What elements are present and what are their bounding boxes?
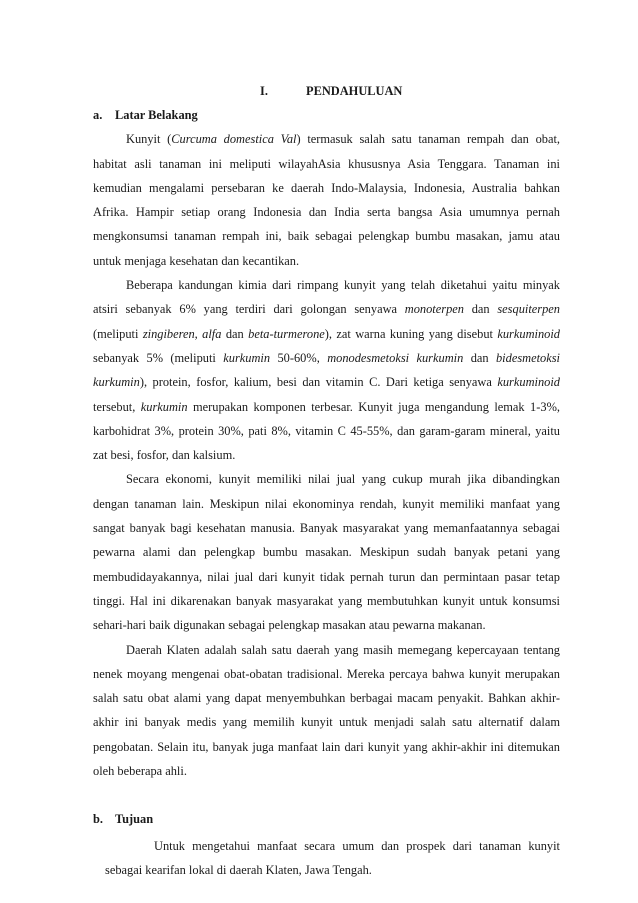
section-title: Latar Belakang: [115, 108, 198, 122]
text-run: merupakan komponen terbesar. Kunyit juga mengandung lemak 1-3%, karbohidrat 3%, protein 30%, pati 8%, vitamin C 45-55%, dan garam-garam mineral, yaitu zat besi, fosfor, dan kalsium.: [93, 399, 560, 463]
paragraph-kandungan-kimia: [93, 273, 560, 467]
section-title: Tujuan: [115, 812, 154, 827]
text-run: tersebut,: [93, 399, 141, 414]
italic-term: monoterpen: [404, 302, 464, 317]
section-spacer: [93, 783, 560, 807]
italic-term: beta-turmerone: [248, 326, 325, 341]
text-run: ), zat warna kuning yang disebut: [324, 326, 498, 341]
italic-term: sesquiterpen: [497, 302, 560, 317]
italic-term: kurkumin: [140, 399, 188, 414]
text-run: sebanyak 5% (meliputi: [93, 350, 224, 365]
section-letter: b.: [93, 812, 103, 827]
text-run: Untuk mengetahui manfaat secara umum dan prospek dari tanaman kunyit sebagai kearifan lokal di daerah Klaten, Jawa Tengah.: [105, 838, 560, 877]
text-run: ), protein, fosfor, kalium, besi dan vitamin C. Dari ketiga senyawa: [139, 375, 498, 390]
text-run: Beberapa kandungan kimia dari rimpang kunyit yang telah diketahui yaitu minyak atsiri sebanyak 6% yang terdiri dari golongan senyawa: [93, 278, 560, 317]
section-letter: a.: [93, 108, 103, 122]
italic-term: Curcuma domestica Val: [171, 132, 297, 147]
italic-term: kurkuminoid: [497, 326, 560, 341]
text-run: dan: [221, 326, 249, 341]
paragraph-ekonomi: [93, 467, 560, 637]
text-run: Daerah Klaten adalah salah satu daerah yang masih memegang kepercayaan tentang nenek moyang mengenai obat-obatan tradisional. Mereka percaya bahwa kunyit merupakan salah satu obat alami yang dapat menyembuhkan berbagai macam penyakit. Bahkan akhir-akhir ini banyak medis yang memilih kunyit untuk menjadi salah satu alternatif dalam pengobatan. Selain itu, banyak juga manfaat lain dari kunyit yang akhir-akhir ini ditemukan oleh beberapa ahli.: [93, 642, 560, 779]
text-run: Secara ekonomi, kunyit memiliki nilai jual yang cukup murah jika dibandingkan dengan tanaman lain. Meskipun nilai ekonominya rendah, kunyit memiliki manfaat yang sangat banyak bagi kesehatan manusia. Banyak masyarakat yang memanfaatannya sebagai pewarna alami dan pelengkap bumbu masakan. Meskipun sudah banyak petani yang membudidayakannya, nilai jual dari kunyit tidak pernah turun dan permintaan pasar tetap tinggi. Hal ini dikarenakan banyak masyarakat yang membutuhkan kunyit untuk konsumsi sehari-hari baik digunakan sebagai pelengkap masakan atau pewarna makanan.: [93, 472, 560, 633]
text-run: 50-60%,: [270, 350, 328, 365]
italic-term: kurkumin: [223, 350, 271, 365]
chapter-title: PENDAHULUAN: [306, 84, 403, 98]
paragraph-intro: [93, 127, 560, 273]
text-run: dan: [463, 350, 496, 365]
document-page: [93, 79, 560, 882]
text-run: dan: [463, 302, 498, 317]
paragraph-klaten: [93, 638, 560, 784]
text-run: (meliputi: [93, 326, 143, 341]
section-heading-tujuan: [93, 807, 560, 831]
chapter-number: I.: [260, 84, 268, 98]
chapter-heading: [93, 79, 560, 103]
italic-term: monodesmetoksi kurkumin: [327, 350, 464, 365]
text-run: ) termasuk salah satu tanaman rempah dan obat, habitat asli tanaman ini meliputi wilayahAsia khususnya Asia Tenggara. Tanaman ini kemudian mengalami persebaran ke daerah Indo-Malaysia, Indonesia, Australia bahkan Afrika. Hampir setiap orang Indonesia dan India serta bangsa Asia umumnya pernah mengkonsumsi tanaman rempah ini, baik sebagai pelengkap bumbu masakan, jamu atau untuk menjaga kesehatan dan kecantikan.: [93, 132, 560, 268]
paragraph-tujuan: [105, 834, 560, 883]
italic-term: bidesmetoksi kurkumin: [93, 350, 560, 390]
italic-term: kurkuminoid: [497, 375, 560, 390]
italic-term: zingiberen, alfa: [142, 326, 222, 341]
text-run: Kunyit (: [126, 132, 172, 147]
section-heading-latar-belakang: [93, 103, 560, 127]
